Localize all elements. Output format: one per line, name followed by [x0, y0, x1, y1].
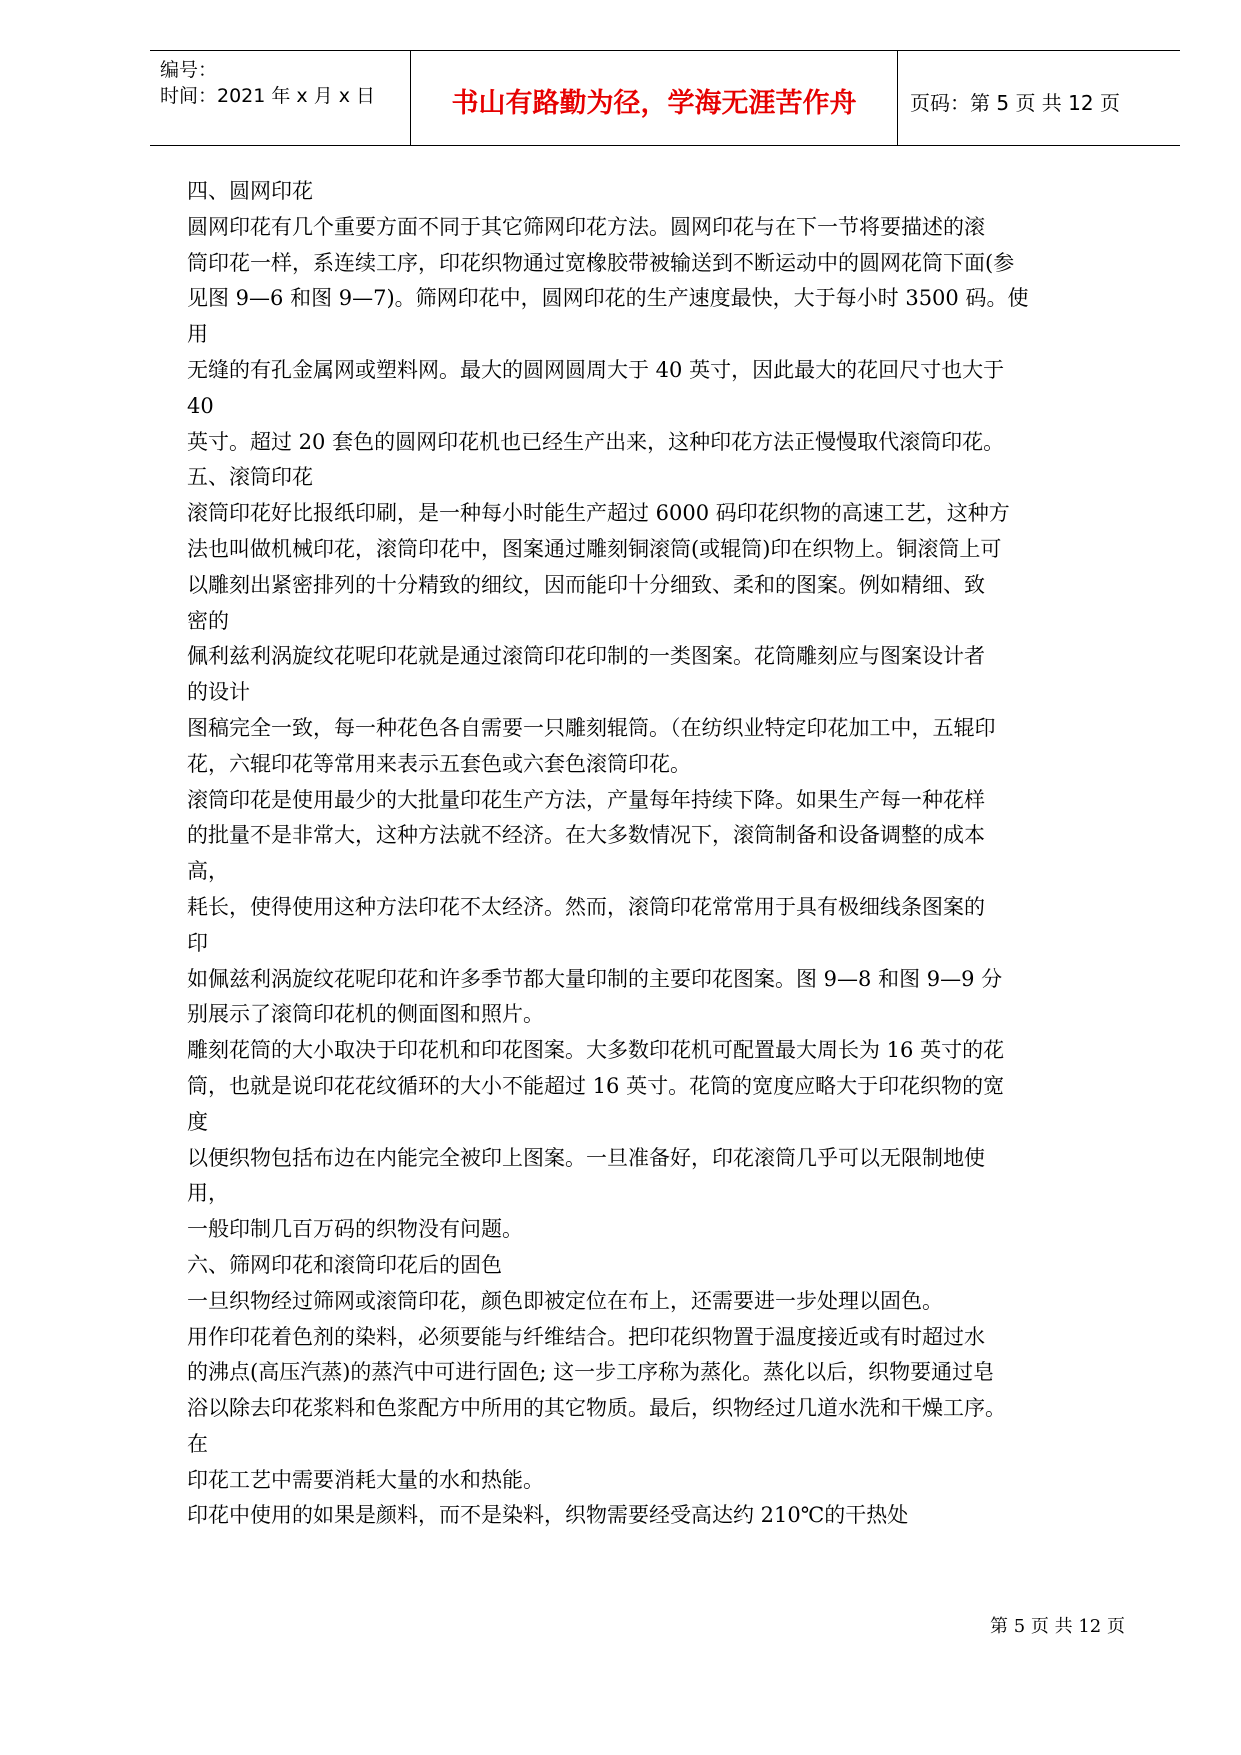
body-text-line: 滚筒印花是使用最少的大批量印花生产方法，产量每年持续下降。如果生产每一种花样	[187, 787, 985, 812]
body-text-line: 图稿完全一致，每一种花色各自需要一只雕刻辊筒。（在纺织业特定印花加工中，五辊印	[187, 715, 996, 740]
body-text-line: 筒，也就是说印花花纹循环的大小不能超过 16 英寸。花筒的宽度应略大于印花织物的宽	[187, 1073, 1005, 1098]
body-text-line: 的批量不是非常大，这种方法就不经济。在大多数情况下，滚筒制备和设备调整的成本	[187, 823, 985, 848]
footer-page-number: 第 5 页 共 12 页	[990, 1616, 1125, 1637]
body-text-line: 圆网印花有几个重要方面不同于其它筛网印花方法。圆网印花与在下一节将要描述的滚	[187, 214, 985, 239]
body-text-line: 用，	[187, 1181, 229, 1206]
body-text-line: 六、筛网印花和滚筒印花后的固色	[187, 1252, 502, 1277]
body-text-line: 高，	[187, 859, 229, 884]
header-page-number: 页码：第 5 页 共 12 页	[910, 91, 1120, 115]
header-motto-cell	[410, 51, 898, 145]
body-text-line: 见图 9—6 和图 9—7)。筛网印花中，圆网印花的生产速度最快，大于每小时 3500 码。使	[187, 286, 1029, 311]
header-meta	[150, 51, 410, 145]
body-text-line: 印花工艺中需要消耗大量的水和热能。	[187, 1467, 544, 1492]
body-text-line: 耗长，使得使用这种方法印花不太经济。然而，滚筒印花常常用于具有极细线条图案的	[187, 894, 985, 919]
document-header	[150, 50, 1180, 146]
body-text-line: 筒印花一样，系连续工序，印花织物通过宽橡胶带被输送到不断运动中的圆网花筒下面(参	[187, 250, 1015, 275]
document-code-label: 编号：	[160, 59, 218, 81]
body-text-line: 浴以除去印花浆料和色浆配方中所用的其它物质。最后，织物经过几道水洗和干燥工序。	[187, 1396, 1006, 1421]
body-text-line: 法也叫做机械印花，滚筒印花中，图案通过雕刻铜滚筒(或辊筒)印在织物上。铜滚筒上可	[187, 536, 1002, 561]
body-text-line: 以雕刻出紧密排列的十分精致的细纹，因而能印十分细致、柔和的图案。例如精细、致	[187, 572, 985, 597]
body-text-line: 的沸点(高压汽蒸)的蒸汽中可进行固色; 这一步工序称为蒸化。蒸化以后，织物要通过皂	[187, 1360, 995, 1385]
body-text-line: 花，六辊印花等常用来表示五套色或六套色滚筒印花。	[187, 751, 691, 776]
body-text-line: 无缝的有孔金属网或塑料网。最大的圆网圆周大于 40 英寸，因此最大的花回尺寸也大于	[187, 357, 1005, 382]
header-page-cell	[898, 51, 1180, 145]
body-text-line: 四、圆网印花	[187, 179, 313, 203]
body-text-line: 英寸。超过 20 套色的圆网印花机也已经生产出来，这种印花方法正慢慢取代滚筒印花。	[187, 429, 1005, 454]
body-text-line: 佩利兹利涡旋纹花呢印花就是通过滚筒印花印制的一类图案。花筒雕刻应与图案设计者	[187, 644, 985, 669]
body-text-line: 印	[187, 930, 208, 955]
body-text-line: 用	[187, 322, 208, 347]
body-text-line: 如佩兹利涡旋纹花呢印花和许多季节都大量印制的主要印花图案。图 9—8 和图 9—9 分	[187, 966, 1003, 991]
document-body	[187, 174, 1147, 1534]
body-text-line: 40	[187, 393, 214, 418]
body-text-line: 在	[187, 1431, 208, 1456]
body-text-line: 雕刻花筒的大小取决于印花机和印花图案。大多数印花机可配置最大周长为 16 英寸的花	[187, 1038, 1005, 1063]
body-text-line: 五、滚筒印花	[187, 465, 313, 490]
body-text-line: 密的	[187, 608, 229, 633]
body-text-line: 度	[187, 1109, 208, 1134]
document-time-label: 时间：2021 年 x 月 x 日	[160, 85, 376, 107]
body-text-line: 一旦织物经过筛网或滚筒印花，颜色即被定位在布上，还需要进一步处理以固色。	[187, 1288, 943, 1313]
motto-text: 书山有路勤为径，学海无涯苦作舟	[451, 88, 857, 119]
body-text-line: 一般印制几百万码的织物没有问题。	[187, 1217, 523, 1242]
body-text-line: 别展示了滚筒印花机的侧面图和照片。	[187, 1002, 544, 1027]
body-text-line: 滚筒印花好比报纸印刷，是一种每小时能生产超过 6000 码印花织物的高速工艺，这种方	[187, 501, 1010, 526]
body-text-line: 的设计	[187, 680, 250, 705]
body-text-line: 印花中使用的如果是颜料，而不是染料，织物需要经受高达约 210℃的干热处	[187, 1503, 909, 1528]
body-text-line: 用作印花着色剂的染料，必须要能与纤维结合。把印花织物置于温度接近或有时超过水	[187, 1324, 985, 1349]
body-text-line: 以便织物包括布边在内能完全被印上图案。一旦准备好，印花滚筒几乎可以无限制地使	[187, 1145, 985, 1170]
